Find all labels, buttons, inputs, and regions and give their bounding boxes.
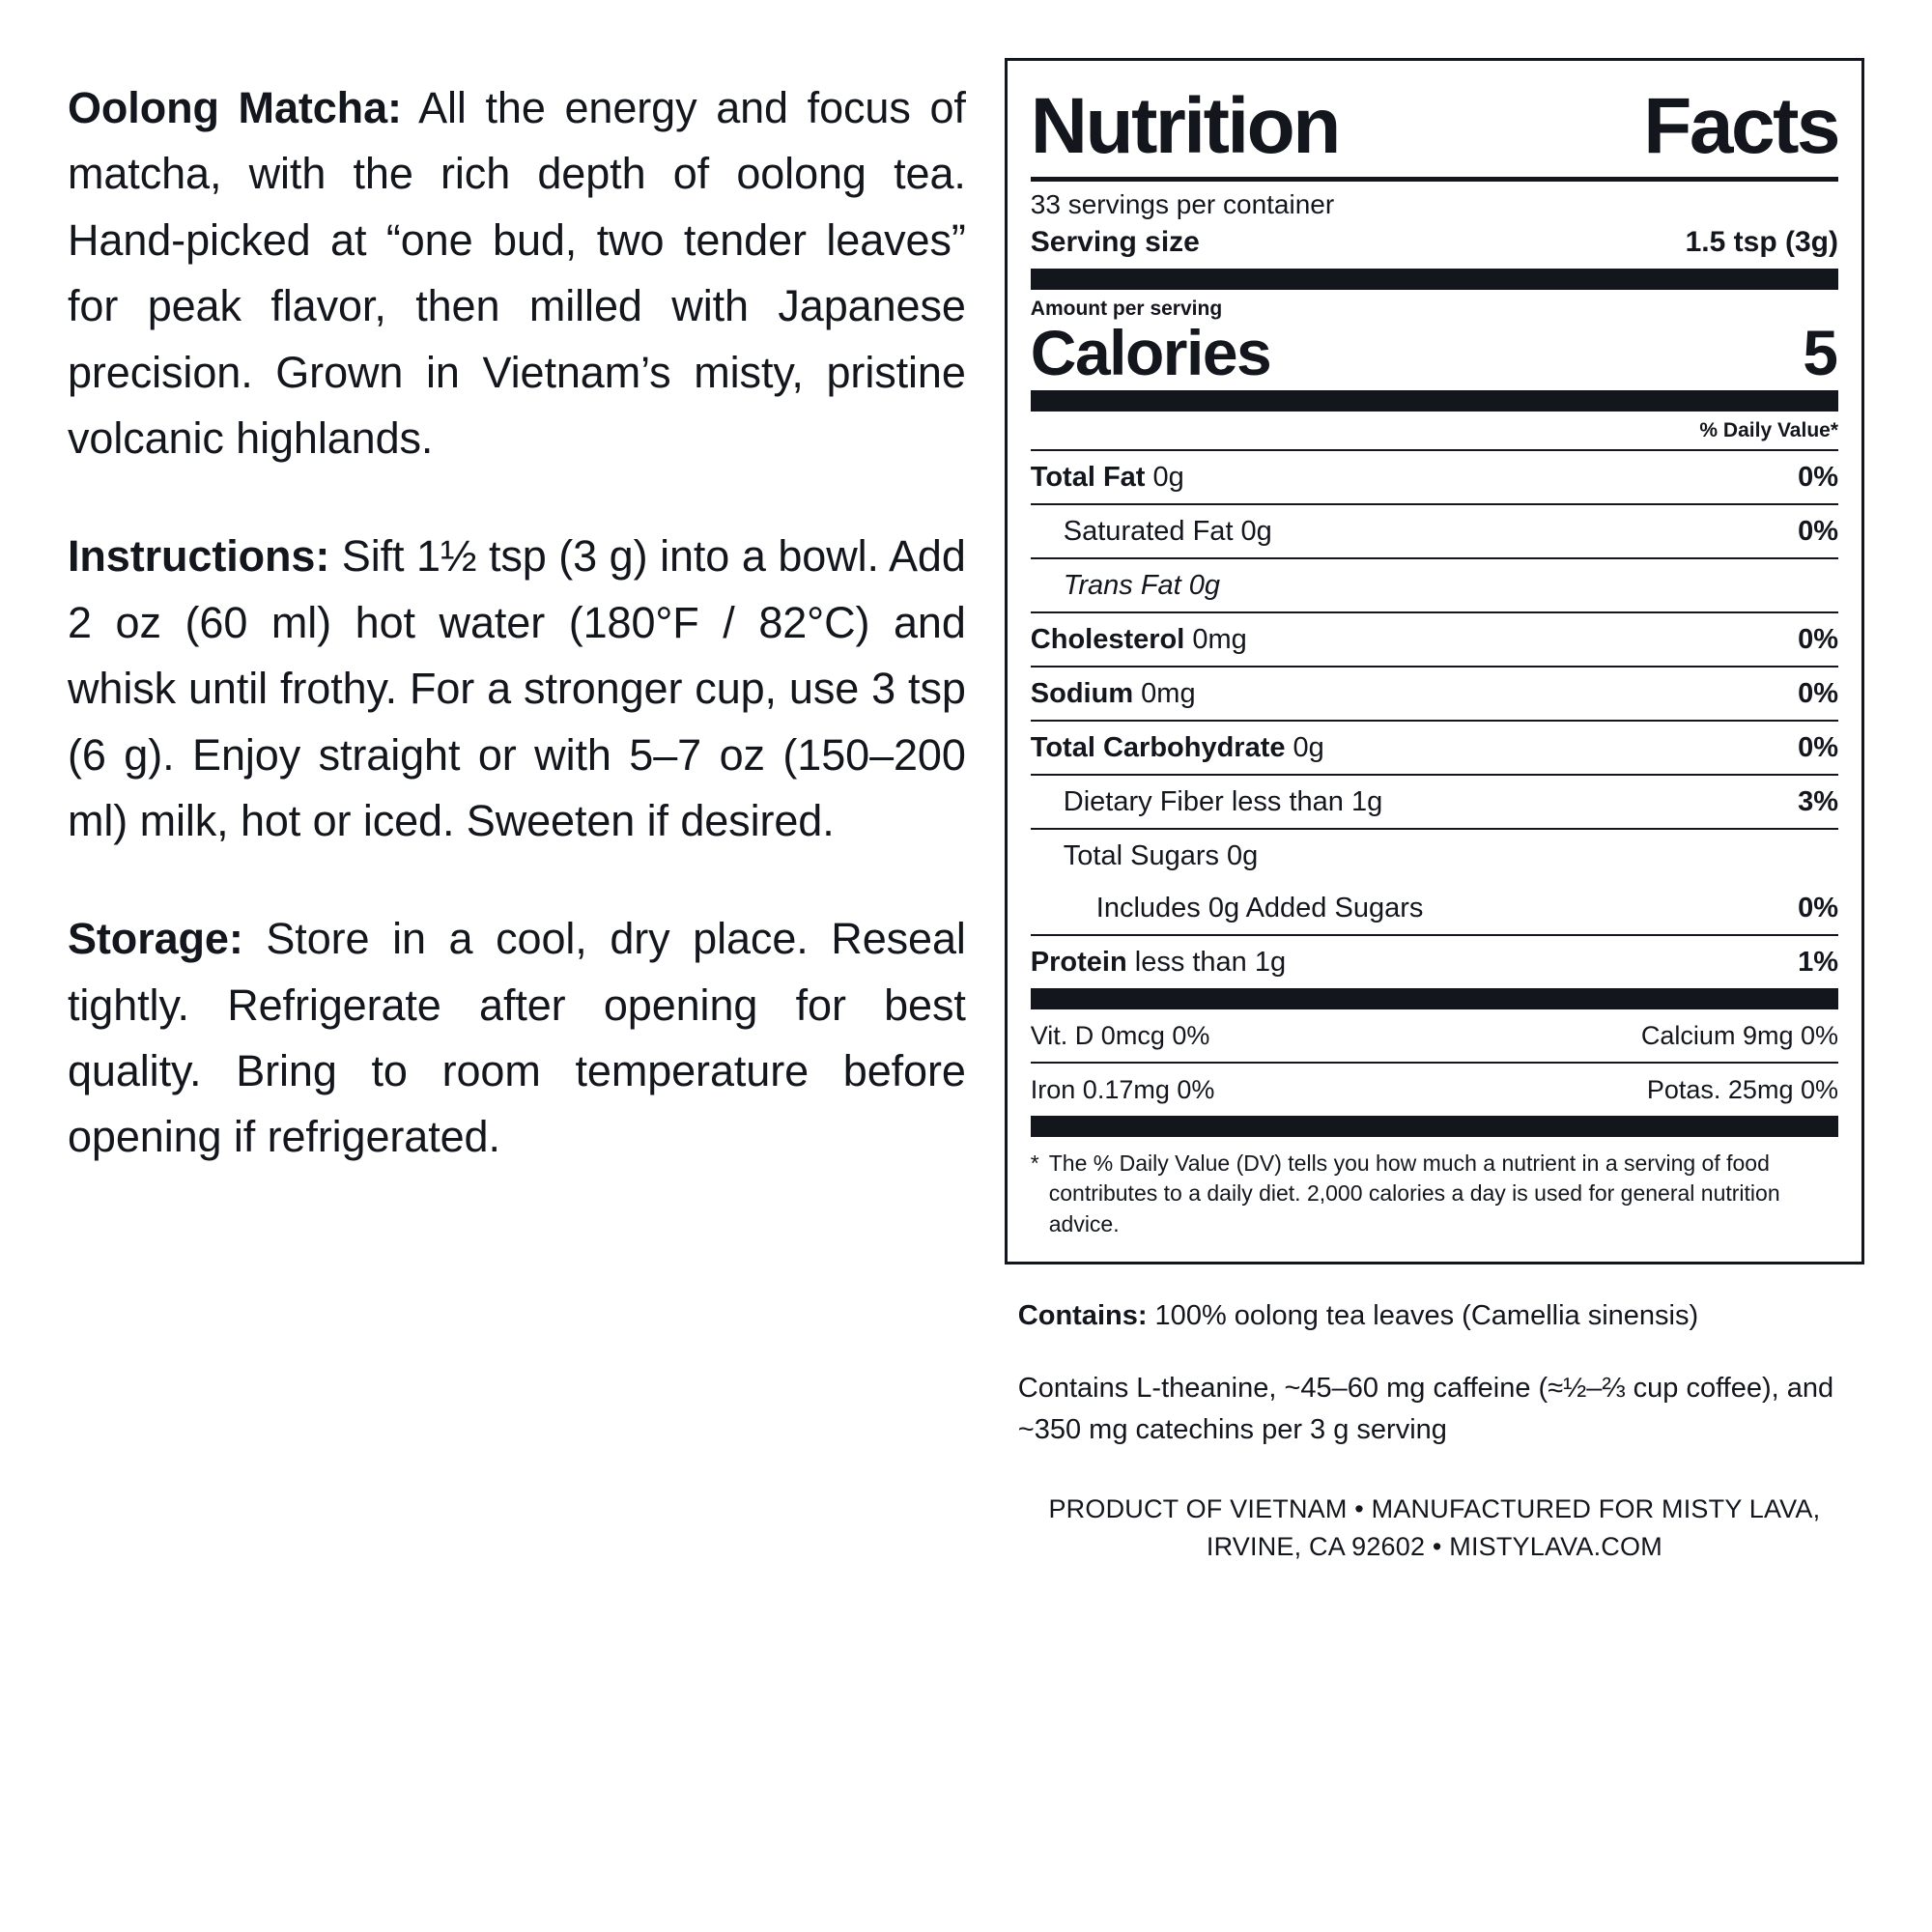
nutrient-row-trans-fat: [1031, 557, 1838, 611]
serving-size-value: 1.5 tsp (3g): [1685, 225, 1838, 258]
divider-thick-under-micros: [1031, 1116, 1838, 1137]
micronutrient-calcium: Calcium 9mg 0%: [1640, 1020, 1838, 1050]
nutrient-dv-sodium: 0%: [1798, 677, 1838, 709]
nutrient-name-protein: [1031, 947, 1286, 979]
nutrient-label-saturated-fat: Saturated Fat: [1063, 515, 1234, 547]
amount-per-serving-label: Amount per serving: [1030, 297, 1223, 320]
nutrient-amount-total-carbohydrate: 0g: [1285, 731, 1324, 763]
serving-size-row: [1031, 224, 1838, 269]
footnote-asterisk: *: [1030, 1150, 1039, 1176]
nutrient-amount-total-fat: 0g: [1145, 461, 1184, 493]
nutrient-amount-saturated-fat: 0g: [1233, 515, 1272, 547]
serving-size-label: Serving size: [1030, 225, 1200, 258]
calories-row: [1030, 316, 1838, 390]
nutrition-facts-panel: [1005, 58, 1864, 1264]
origin-manufacturer-line: PRODUCT OF VIETNAM • MANUFACTURED FOR MISTY LAVA, IRVINE, CA 92602 • MISTYLAVA.COM: [1048, 1493, 1821, 1562]
nutrient-label-sodium: Sodium: [1030, 677, 1134, 709]
product-copy-column: [68, 58, 1005, 1893]
paragraph-lead-instructions: Instructions:: [68, 531, 330, 582]
nutrient-name-total-fat: [1031, 462, 1184, 494]
nutrition-title-word-facts: Facts: [1643, 82, 1838, 170]
nutrient-name-trans-fat: [1064, 570, 1220, 602]
nutrient-label-trans-fat: Trans Fat: [1063, 569, 1181, 601]
paragraph-description: [68, 75, 966, 471]
nutrient-label-cholesterol: Cholesterol: [1030, 623, 1185, 655]
contains-label: Contains:: [1017, 1299, 1148, 1331]
divider-thick-under-calories: [1031, 390, 1838, 412]
nutrient-amount-sodium: 0mg: [1133, 677, 1196, 709]
divider-thick-under-protein: [1031, 988, 1838, 1009]
footnote-text: The % Daily Value (DV) tells you how much a nutrient in a serving of food contributes to a daily diet. 2,000 calories a day is used for general nutrition advice.: [1048, 1150, 1780, 1237]
nutrient-row-total-fat: [1031, 449, 1838, 503]
nutrient-dv-total-carbohydrate: 0%: [1798, 731, 1838, 763]
micronutrient-vitamin-d: Vit. D 0mcg 0%: [1030, 1020, 1210, 1050]
paragraph-storage: [68, 906, 966, 1171]
nutrient-row-cholesterol: [1031, 611, 1838, 666]
micronutrient-row-2: [1031, 1062, 1838, 1116]
nutrient-name-dietary-fiber: Dietary Fiber less than 1g: [1063, 785, 1383, 817]
nutrient-dv-protein: 1%: [1798, 946, 1838, 978]
nutrient-amount-trans-fat: 0g: [1180, 569, 1221, 601]
nutrient-dv-saturated-fat: 0%: [1798, 515, 1838, 547]
nutrient-row-protein: [1031, 934, 1838, 988]
compounds-line: Contains L-theanine, ~45–60 mg caffeine (≈½–⅔ cup coffee), and ~350 mg catechins per 3 g serving: [1017, 1372, 1834, 1446]
nutrient-dv-added-sugars: 0%: [1798, 892, 1838, 923]
nutrition-column: [1005, 58, 1864, 1893]
daily-value-header: % Daily Value*: [1699, 418, 1838, 441]
micronutrient-potassium: Potas. 25mg 0%: [1646, 1074, 1838, 1104]
paragraph-text-description: All the energy and focus of matcha, with the rich depth of oolong tea. Hand-picked at “one bud, two tender leaves” for peak flavor, then milled with Japanese precision. Grown in Vietnam’s misty, pristine volcanic highlands.: [68, 83, 966, 463]
nutrient-name-sodium: [1031, 678, 1196, 710]
calories-value: 5: [1803, 316, 1838, 388]
micronutrient-row-1: [1031, 1009, 1838, 1062]
nutrient-dv-total-fat: 0%: [1798, 461, 1838, 493]
servings-per-container: 33 servings per container: [1030, 188, 1335, 219]
nutrient-dv-dietary-fiber: 3%: [1798, 785, 1838, 817]
paragraph-text-storage: Store in a cool, dry place. Reseal tightly. Refrigerate after opening for best quality. Bring to room temperature before opening if refrigerated.: [68, 914, 966, 1162]
contains-line: [1018, 1297, 1851, 1335]
nutrient-name-total-sugars: Total Sugars 0g: [1063, 839, 1259, 871]
micronutrient-iron: Iron 0.17mg 0%: [1030, 1074, 1215, 1104]
nutrition-facts-title: [1031, 80, 1838, 177]
nutrient-row-added-sugars: [1031, 882, 1838, 934]
nutrient-name-added-sugars: Includes 0g Added Sugars: [1095, 892, 1424, 923]
contains-text: 100% oolong tea leaves (Camellia sinensis): [1147, 1299, 1699, 1331]
nutrient-name-total-carbohydrate: [1031, 732, 1324, 764]
nutrient-amount-protein: less than 1g: [1126, 946, 1287, 978]
nutrient-label-protein: Protein: [1030, 946, 1127, 978]
nutrient-row-dietary-fiber: [1031, 774, 1838, 828]
nutrient-dv-cholesterol: 0%: [1798, 623, 1838, 655]
nutrient-row-total-sugars: [1031, 828, 1838, 882]
paragraph-lead-storage: Storage:: [68, 914, 243, 964]
daily-value-footnote: [1031, 1137, 1838, 1240]
nutrient-name-cholesterol: [1031, 624, 1247, 656]
nutrient-name-saturated-fat: [1064, 516, 1272, 548]
paragraph-instructions: [68, 524, 966, 854]
divider-thick-top: [1031, 269, 1838, 290]
paragraph-text-instructions: Sift 1½ tsp (3 g) into a bowl. Add 2 oz (60 ml) hot water (180°F / 82°C) and whisk until frothy. For a stronger cup, use 3 tsp (6 g). Enjoy straight or with 5–7 oz (150–200 ml) milk, hot or iced. Sweeten if desired.: [68, 531, 966, 845]
nutrient-label-total-carbohydrate: Total Carbohydrate: [1030, 731, 1286, 763]
nutrient-amount-cholesterol: 0mg: [1184, 623, 1247, 655]
nutrient-row-saturated-fat: [1031, 503, 1838, 557]
calories-label: Calories: [1030, 316, 1271, 388]
nutrient-row-sodium: [1031, 666, 1838, 720]
paragraph-lead-description: Oolong Matcha:: [68, 83, 402, 132]
nutrient-row-total-carbohydrate: [1031, 720, 1838, 774]
nutrient-label-total-fat: Total Fat: [1030, 461, 1146, 493]
nutrition-title-word-nutrition: Nutrition: [1030, 82, 1339, 170]
ingredients-panel: [1005, 1264, 1864, 1566]
